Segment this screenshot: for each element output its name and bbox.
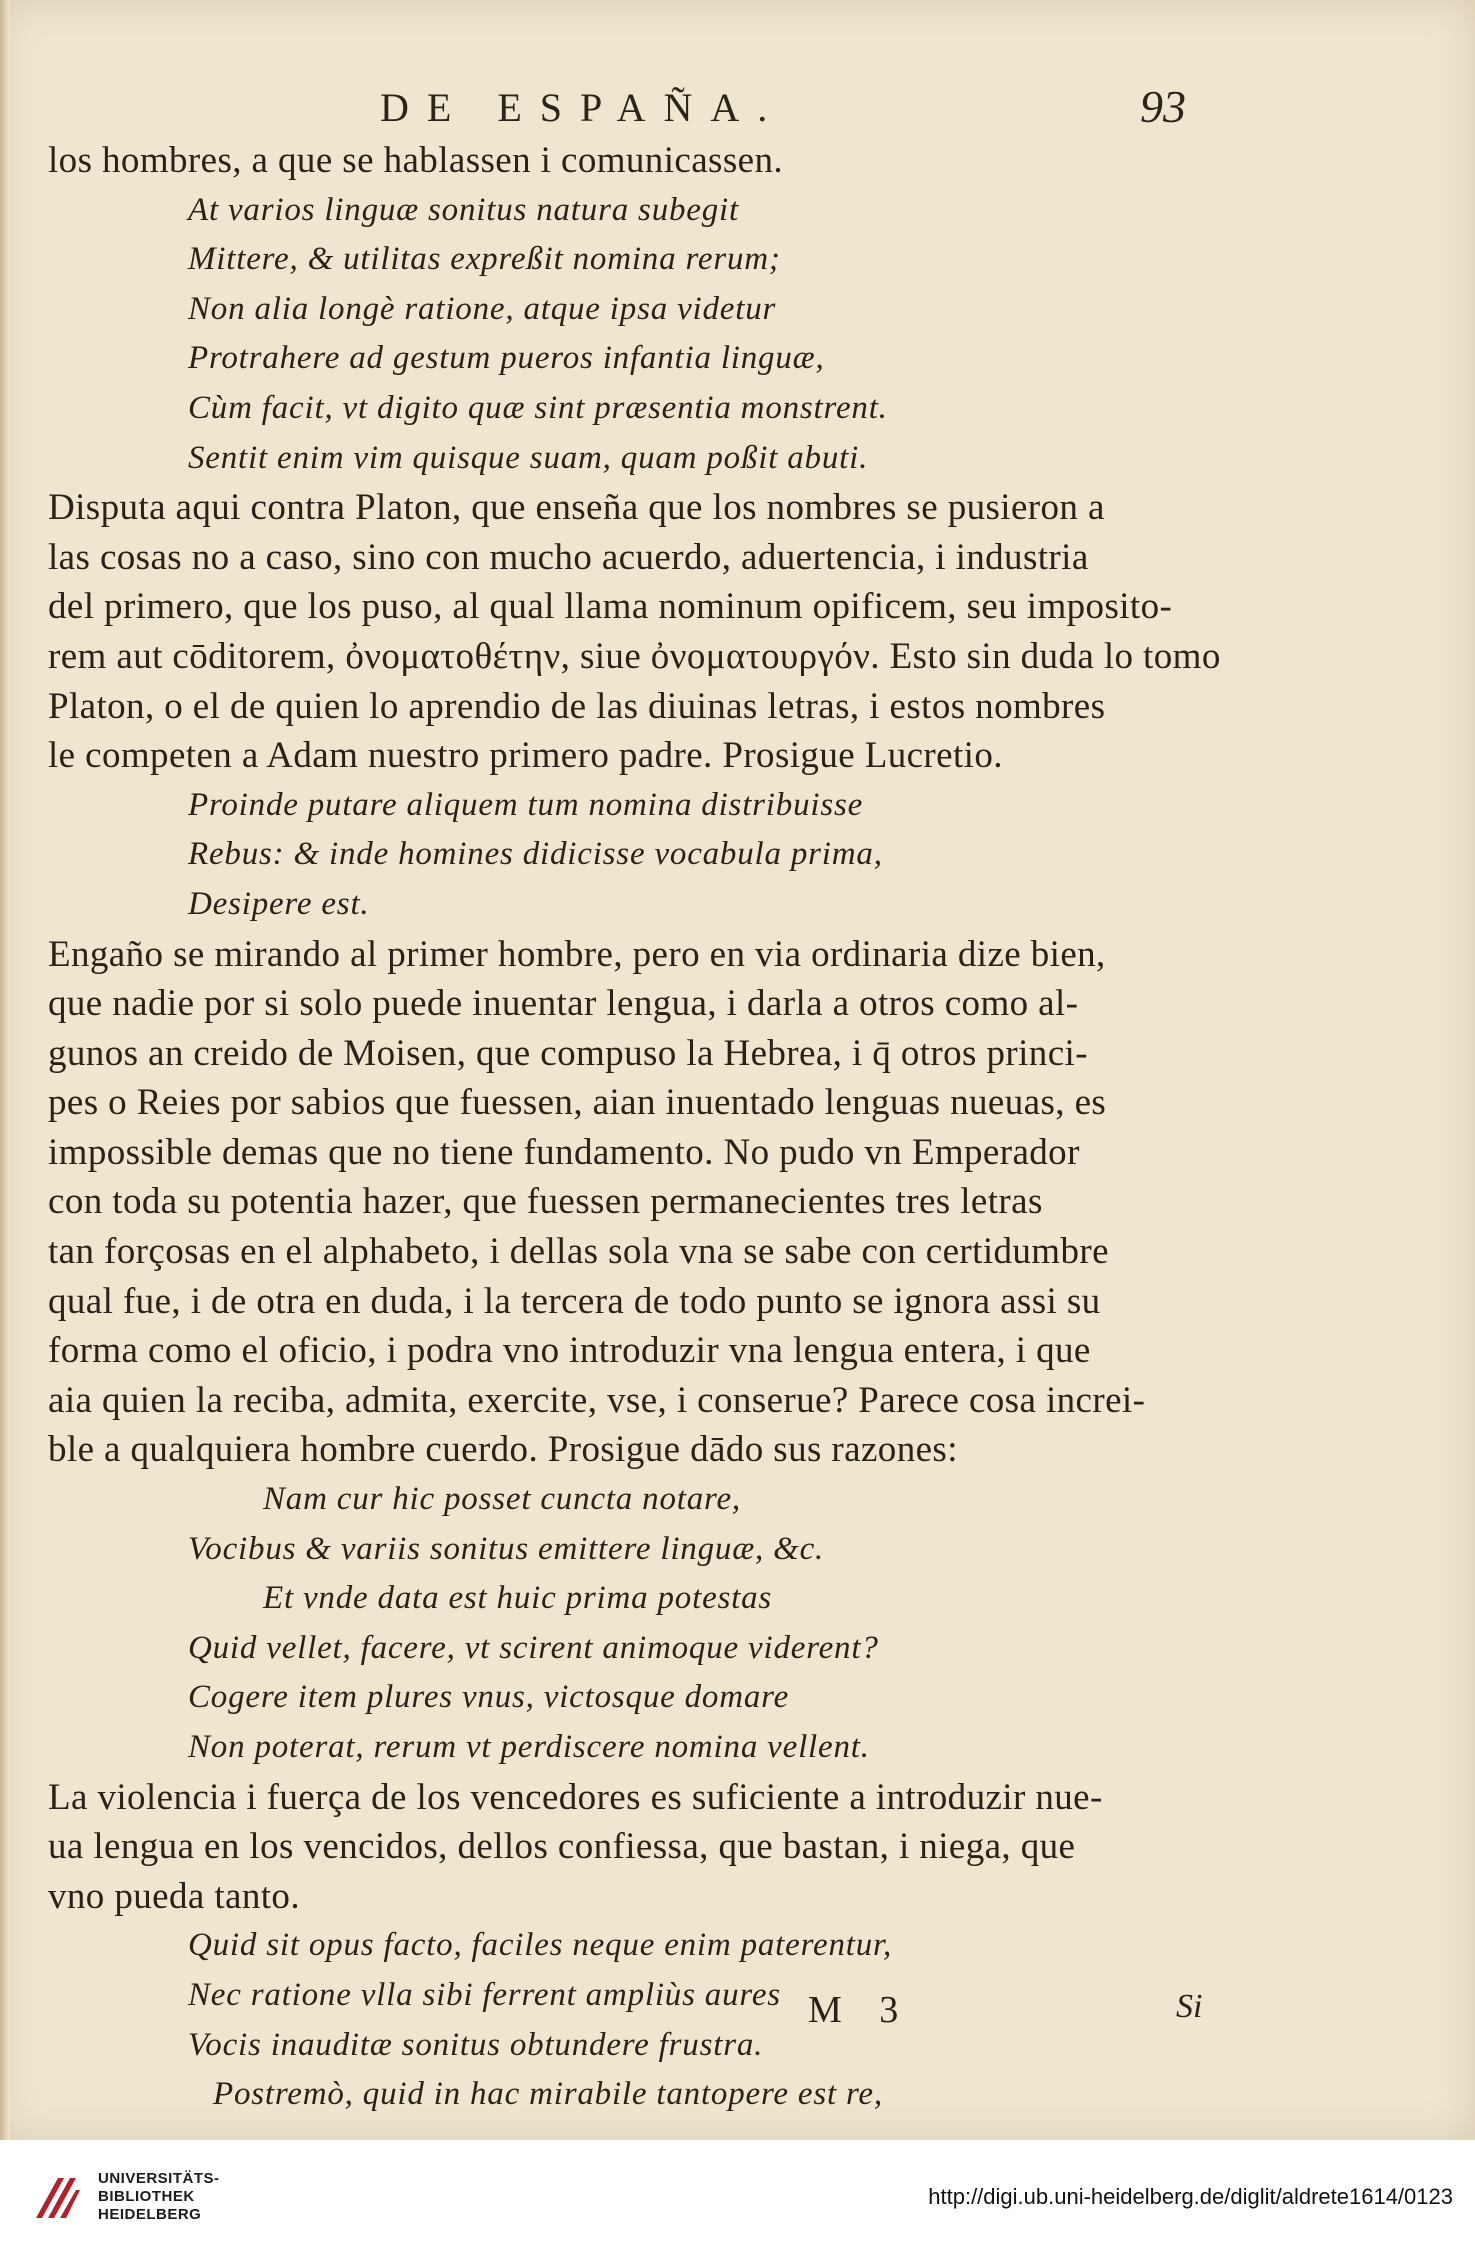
verse-line: Non alia longè ratione, atque ipsa videtur: [188, 290, 777, 327]
verse-line: Non poterat, rerum vt perdiscere nomina vellent.: [188, 1729, 870, 1765]
text-line: gunos an creido de Moisen, que compuso la Hebrea, i q̄ otros princi-: [48, 1032, 1088, 1074]
text-line: pes o Reies por sabios que fuessen, aian inuentado lenguas nueuas, es: [48, 1082, 1107, 1124]
catchword: Si: [1176, 1988, 1203, 2025]
library-name-line: HEIDELBERG: [98, 2206, 202, 2223]
library-name-line: BIBLIOTHEK: [98, 2188, 195, 2205]
verse-line: Postremò, quid in hac mirabile tantopere est re,: [213, 2076, 883, 2113]
verse-line: Protrahere ad gestum pueros infantia linguæ,: [188, 340, 825, 377]
text-line: Engaño se mirando al primer hombre, pero en via ordinaria dize bien,: [48, 933, 1106, 975]
text-line: impossible demas que no tiene fundamento. No pudo vn Emperador: [48, 1131, 1080, 1173]
text-line: aia quien la reciba, admita, exercite, vse, i conserue? Parece cosa increi-: [48, 1379, 1146, 1421]
library-name: [98, 2170, 220, 2224]
page-edge: [0, 0, 10, 2140]
verse-line: Et vnde data est huic prima potestas: [263, 1580, 773, 1617]
text-line: los hombres, a que se hablassen i comunicassen.: [48, 140, 783, 181]
permalink-url[interactable]: http://digi.ub.uni-heidelberg.de/diglit/aldrete1614/0123: [928, 2184, 1453, 2209]
text-line: las cosas no a caso, sino con mucho acuerdo, aduertencia, i industria: [48, 536, 1089, 578]
text-line: vno pueda tanto.: [48, 1875, 300, 1917]
verse-line: Vocibus & variis sonitus emittere linguæ, &c.: [188, 1530, 825, 1567]
page-number: 93: [1140, 81, 1186, 132]
verse-line: Desipere est.: [188, 885, 370, 922]
verse-line: Rebus: & inde homines didicisse vocabula prima,: [188, 836, 883, 873]
footer-bar: [0, 2140, 1475, 2255]
verse-line: Quid sit opus facto, faciles neque enim paterentur,: [188, 1927, 893, 1964]
text-line: con toda su potentia hazer, que fuessen permanecientes tres letras: [48, 1181, 1043, 1223]
library-name-line: UNIVERSITÄTS-: [98, 2170, 220, 2187]
verse-line: Proinde putare aliquem tum nomina distribuisse: [188, 786, 864, 823]
verse-line: Sentit enim vim quisque suam, quam poßit abuti.: [188, 439, 869, 476]
verse-line: Vocis inauditæ sonitus obtundere frustra.: [188, 2026, 764, 2063]
text-line: le competen a Adam nuestro primero padre. Prosigue Lucretio.: [48, 735, 1003, 777]
text-line: ua lengua en los vencidos, dellos confiessa, que bastan, i niega, que: [48, 1826, 1076, 1868]
verse-line: Quid vellet, facere, vt scirent animoque viderent?: [188, 1629, 879, 1666]
verse-line: Cogere item plures vnus, victosque domare: [188, 1679, 790, 1716]
verse-line: Nec ratione vlla sibi ferrent ampliùs aures: [188, 1976, 781, 2013]
text-line: rem aut cōditorem, ὀνοματοθέτην, siue ὀνοματουργόν. Esto sin duda lo tomo: [48, 635, 1221, 677]
text-line: que nadie por si solo puede inuentar lengua, i darla a otros como al-: [48, 983, 1079, 1025]
text-line: qual fue, i de otra en duda, i la tercera de todo punto se ignora assi su: [48, 1280, 1101, 1322]
text-line: La violencia i fuerça de los vencedores es suficiente a introduzir nue-: [48, 1776, 1103, 1818]
text-line: forma como el oficio, i podra vno introduzir vna lengua entera, i que: [48, 1330, 1091, 1372]
text-line: Platon, o el de quien lo aprendio de las diuinas letras, i estos nombres: [48, 685, 1106, 727]
running-head: DE ESPAÑA.: [380, 85, 786, 130]
verse-line: At varios linguæ sonitus natura subegit: [188, 191, 739, 228]
text-block: [48, 136, 1221, 2120]
text-line: tan forçosas en el alphabeto, i dellas sola vna se sabe con certidumbre: [48, 1231, 1109, 1273]
text-line: ble a qualquiera hombre cuerdo. Prosigue dādo sus razones:: [48, 1429, 958, 1471]
university-library-logo-icon: [30, 2170, 86, 2226]
text-line: del primero, que los puso, al qual llama nominum opificem, seu imposito-: [48, 586, 1173, 628]
verse-line: Nam cur hic posset cuncta notare,: [263, 1481, 741, 1518]
signature-mark: M 3: [808, 1989, 913, 2031]
text-line: Disputa aqui contra Platon, que enseña que los nombres se pusieron a: [48, 487, 1105, 529]
verse-line: Cùm facit, vt digito quæ sint præsentia monstrent.: [188, 389, 888, 426]
verse-line: Mittere, & utilitas expreßit nomina rerum;: [188, 241, 781, 278]
